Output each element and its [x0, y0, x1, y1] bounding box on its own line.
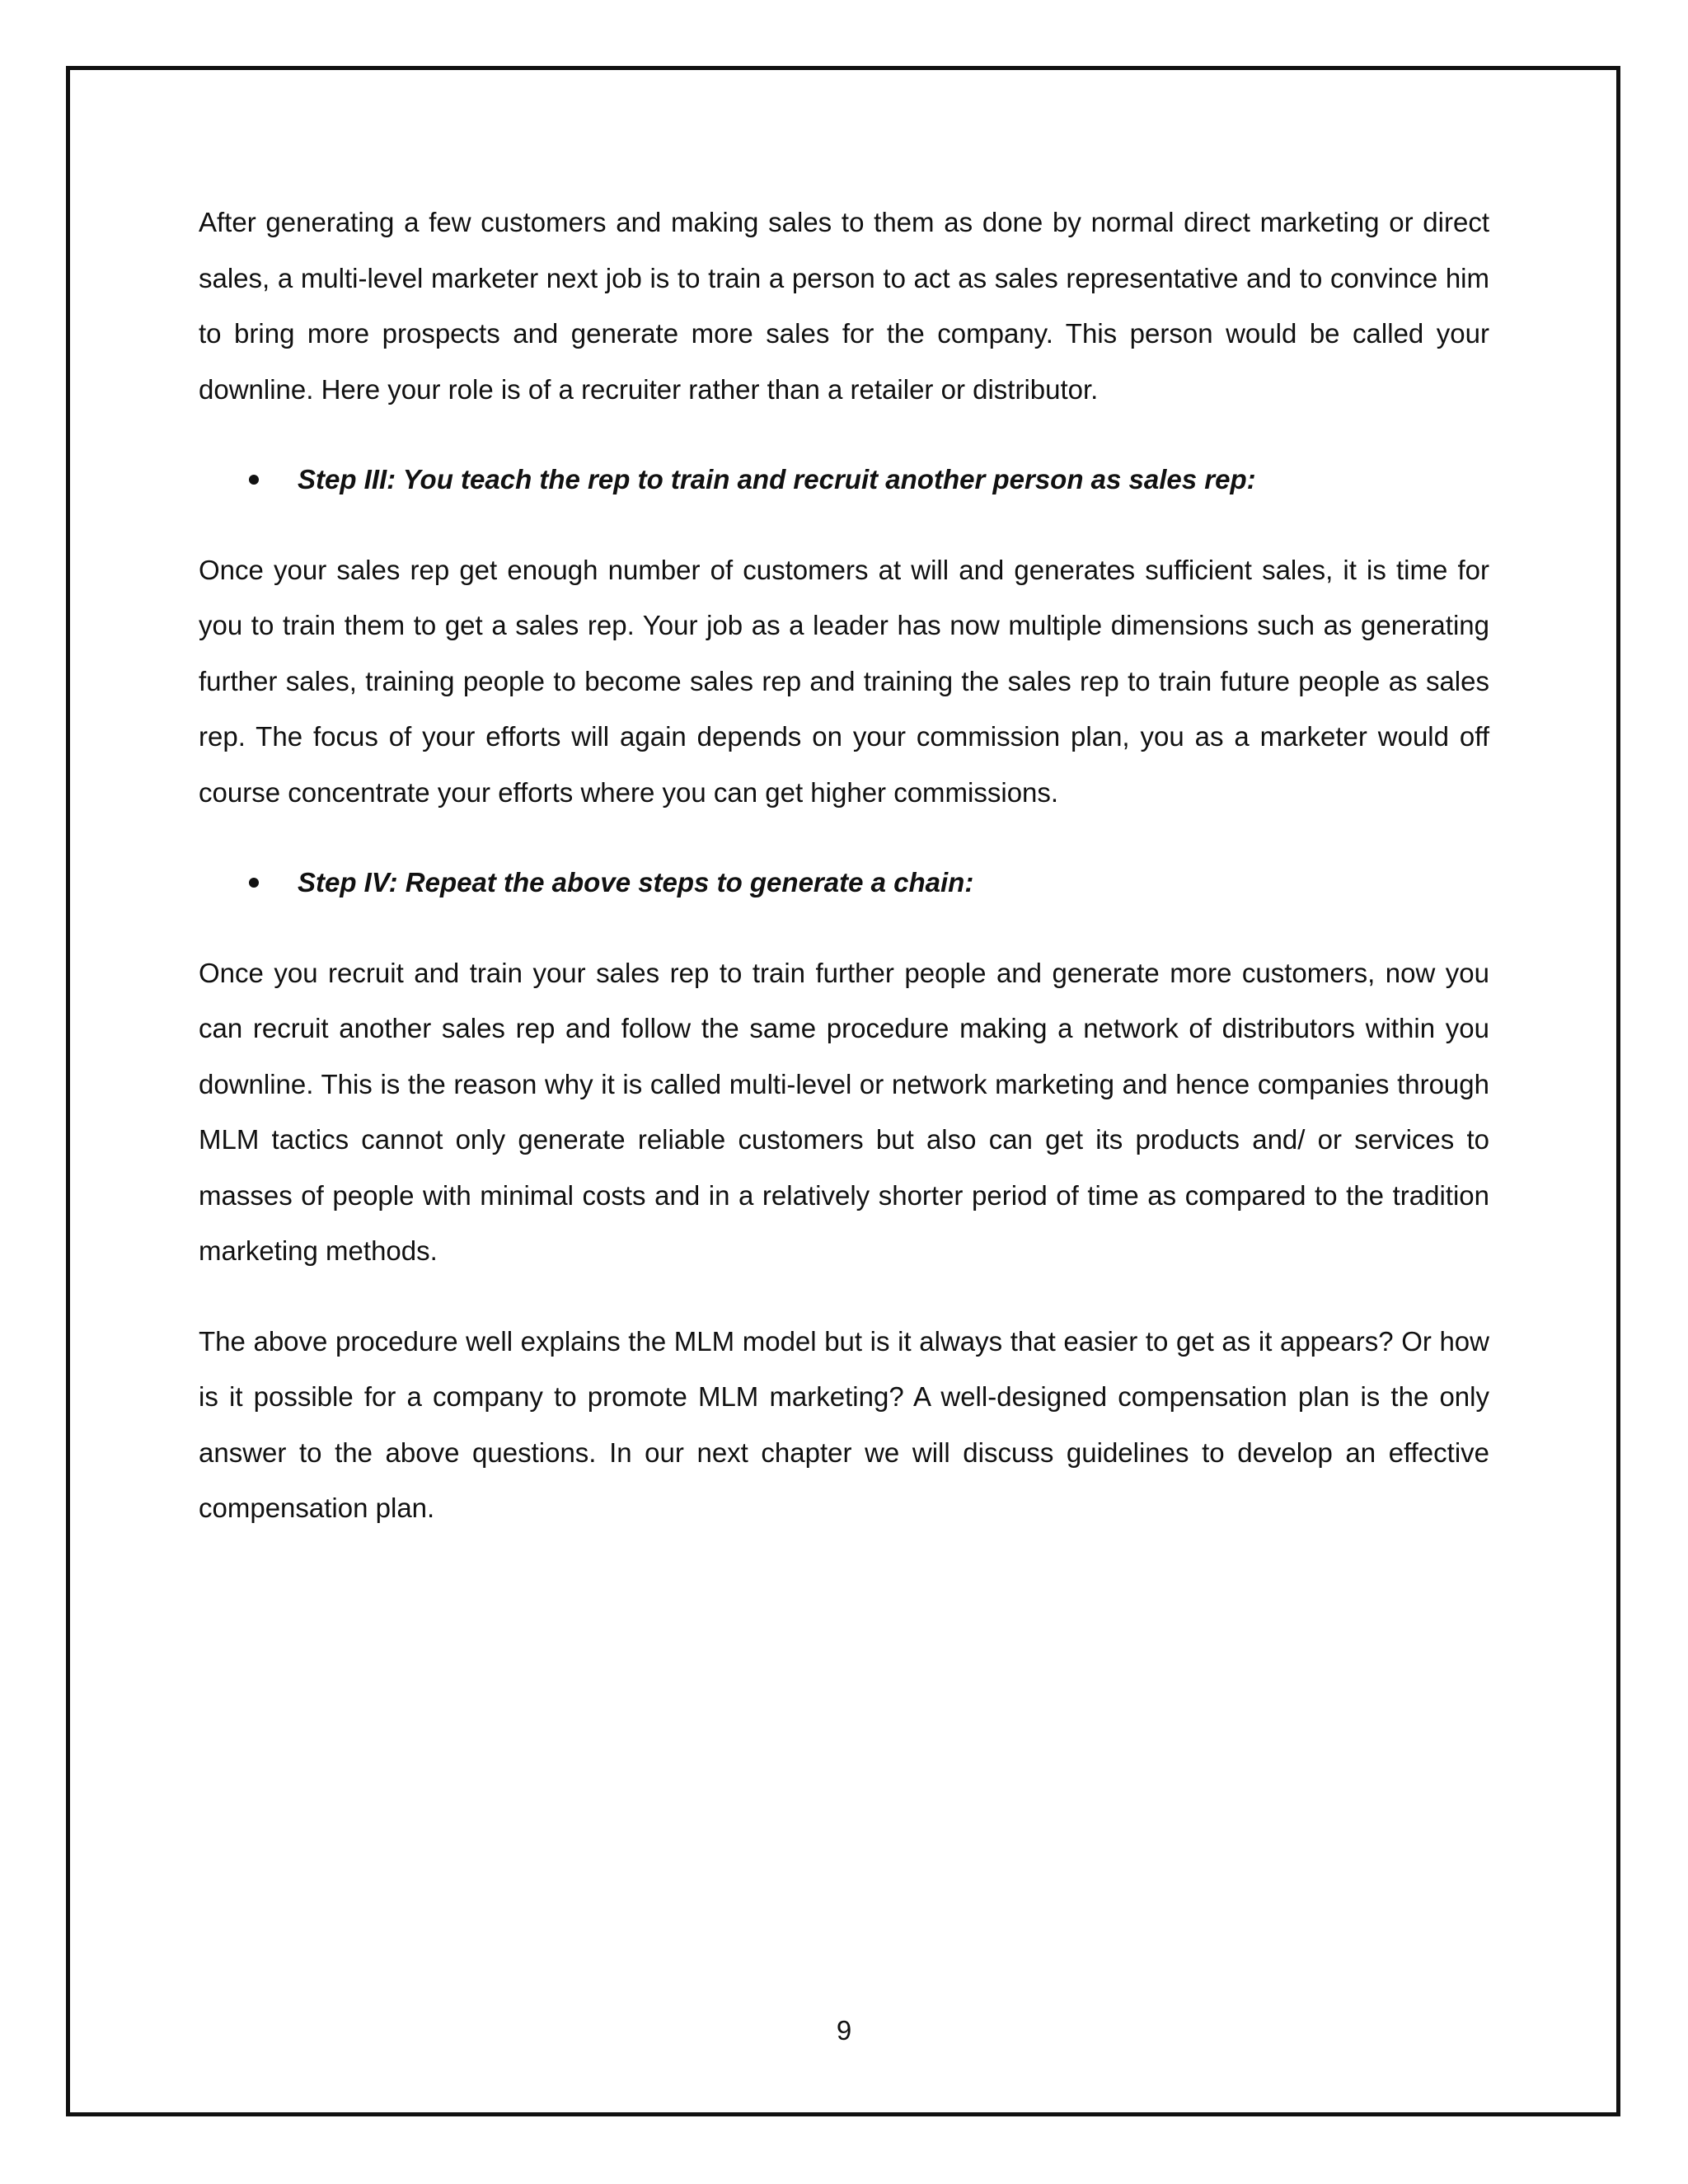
page-content — [199, 194, 1489, 1536]
paragraph-leader-dimensions: Once your sales rep get enough number of customers at will and generates sufficient sales, it is time for you to train them to get a sales rep. Your job as a leader has now multiple dimensions such as generating further sales, training people to become sales rep and training the sales rep to train future people as sales rep. The focus of your efforts will again depends on your commission plan, you as a marketer would off course concentrate your efforts where you can get higher commissions. — [199, 554, 1489, 808]
paragraph-recruiter-role: After generating a few customers and making sales to them as done by normal direct marketing or direct sales, a multi-level marketer next job is to train a person to act as sales representative and to convince him to bring more prospects and generate more sales for the company. This person would be called your downline. Here your role is of a recruiter rather than a retailer or distributor. — [199, 207, 1489, 405]
bullet-step-three-text: Step III: You teach the rep to train and recruit another person as sales rep: — [298, 464, 1256, 494]
bullet-step-three — [199, 452, 1489, 508]
bullet-step-four — [199, 855, 1489, 911]
page-number: 9 — [836, 2015, 852, 2046]
bullet-dot-icon — [249, 475, 259, 485]
bullet-dot-icon — [249, 878, 259, 888]
bullet-step-four-text: Step IV: Repeat the above steps to generate a chain: — [298, 867, 974, 898]
paragraph-compensation-plan: The above procedure well explains the MLM model but is it always that easier to get as it appears? Or how is it possible for a company to promote MLM marketing? A well-designed compensation plan is the only answer to the above questions. In our next chapter we will discuss guidelines to develop an effective compensation plan. — [199, 1325, 1489, 1523]
paragraph-network-chain: Once you recruit and train your sales rep to train further people and generate more customers, now you can recruit another sales rep and follow the same procedure making a network of distributors within you downline. This is the reason why it is called multi-level or network marketing and hence companies through MLM tactics cannot only generate reliable customers but also can get its products and/ or services to masses of people with minimal costs and in a relatively shorter period of time as compared to the tradition marketing methods. — [199, 957, 1489, 1266]
